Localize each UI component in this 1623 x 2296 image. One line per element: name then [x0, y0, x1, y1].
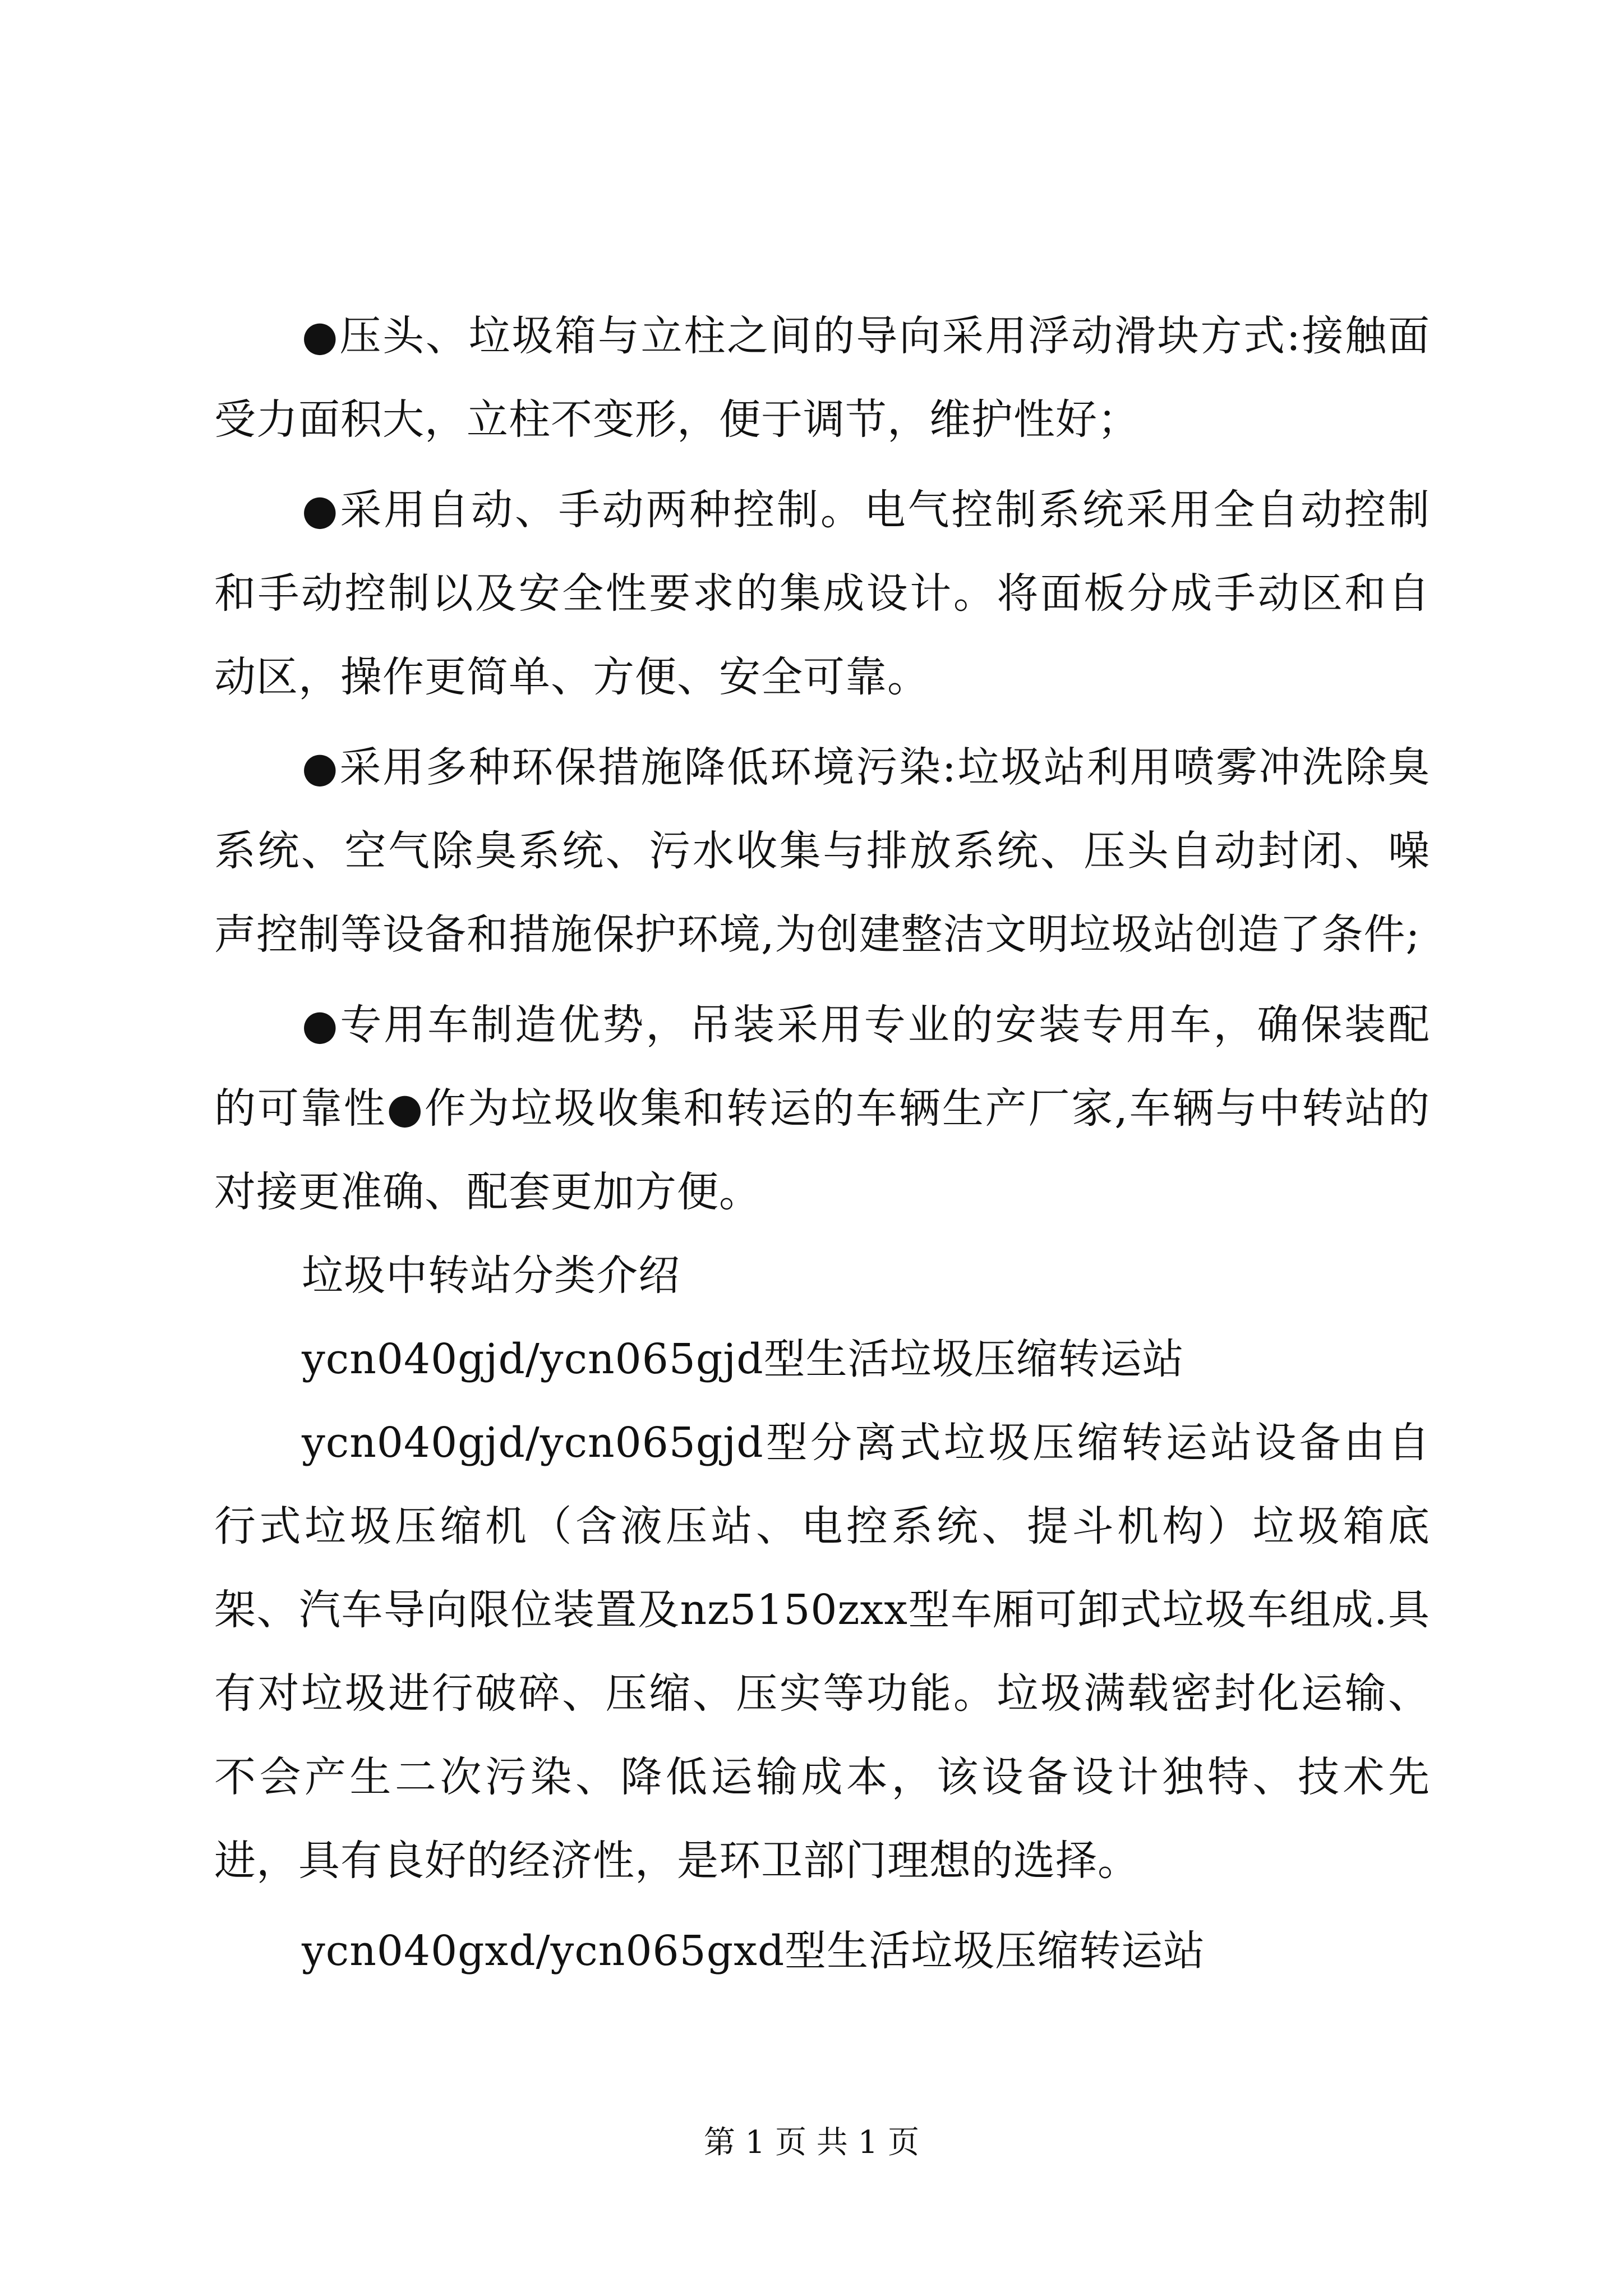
section-heading-classification: 垃圾中转站分类介绍	[302, 1251, 680, 1300]
subheading-gxd-station: ycn040gxd/ycn065gxd型生活垃圾压缩转运站	[302, 1927, 1206, 1975]
paragraph-control-mode: ●采用自动、手动两种控制。电气控制系统采用全自动控制和手动控制以及安全性要求的集成设计。将面板分成手动区和自动区，操作更简单、方便、安全可靠。	[214, 486, 1430, 701]
document-body	[214, 295, 1430, 1993]
paragraph-gjd-description: ycn040gjd/ycn065gjd型分离式垃圾压缩转运站设备由自行式垃圾压缩机（含液压站、电控系统、提斗机构）垃圾箱底架、汽车导向限位装置及nz5150zxx型车厢可卸式垃圾车组成.具有对垃圾进行破碎、压缩、压实等功能。垃圾满载密封化运输、不会产生二次污染、降低运输成本，该设备设计独特、技术先进，具有良好的经济性，是环卫部门理想的选择。	[214, 1419, 1430, 1885]
subheading-gjd-station: ycn040gjd/ycn065gjd型生活垃圾压缩转运站	[302, 1335, 1184, 1383]
page-number-footer: 第 1 页 共 1 页	[703, 2124, 920, 2161]
paragraph-vehicle-advantage: ●专用车制造优势，吊装采用专业的安装专用车，确保装配的可靠性●作为垃圾收集和转运的车辆生产厂家,车辆与中转站的对接更准确、配套更加方便。	[214, 1001, 1430, 1216]
paragraph-environmental-measures: ●采用多种环保措施降低环境污染:垃圾站利用喷雾冲洗除臭系统、空气除臭系统、污水收集与排放系统、压头自动封闭、噪声控制等设备和措施保护环境,为创建整洁文明垃圾站创造了条件;	[214, 743, 1430, 959]
paragraph-guide-slider: ●压头、垃圾箱与立柱之间的导向采用浮动滑块方式:接触面受力面积大，立柱不变形，便于调节，维护性好；	[214, 312, 1430, 444]
